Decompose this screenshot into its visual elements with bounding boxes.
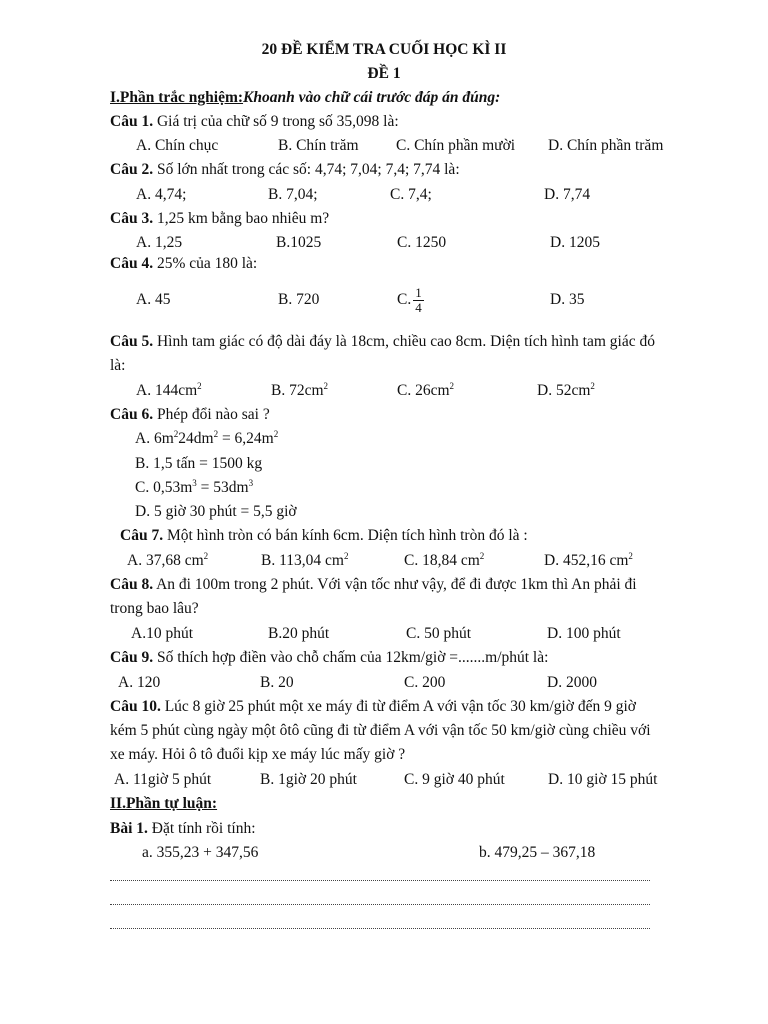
superscript: 2 [323,381,329,391]
q10-option-d[interactable]: D. 10 giờ 15 phút [548,771,658,788]
q9-option-d[interactable]: D. 2000 [547,674,597,691]
question-text: Số thích hợp điền vào chỗ chấm của 12km/giờ =.......m/phút là: [153,649,549,666]
superscript: 2 [628,551,633,561]
option-text: B. 72cm [271,382,324,399]
question-5-cont: là: [110,357,126,374]
q1-option-a[interactable]: A. Chín chục [136,137,219,154]
q2-option-a[interactable]: A. 4,74; [136,186,187,203]
q5-option-c[interactable] [397,381,454,401]
superscript: 2 [173,429,179,439]
question-text: 1,25 km bằng bao nhiêu m? [153,210,330,227]
option-text: A. 6m [135,430,174,447]
exercise-1-part-b: b. 479,25 – 367,18 [479,844,596,861]
question-text: 25% của 180 là: [153,255,258,272]
question-6 [110,405,270,425]
q10-option-c[interactable]: C. 9 giờ 40 phút [404,771,505,788]
fraction [413,286,424,315]
question-text: Lúc 8 giờ 25 phút một xe máy đi từ điểm A với vận tốc 30 km/giờ đến 9 giờ [160,698,636,715]
exam-subtitle: ĐỀ 1 [367,65,401,82]
question-5 [110,332,655,352]
q5-option-d[interactable] [537,381,595,401]
part2-heading: II.Phần tự luận: [110,795,218,812]
q6-option-b[interactable]: B. 1,5 tấn = 1500 kg [135,455,263,472]
part1-instruction: Khoanh vào chữ cái trước đáp án đúng: [243,89,501,106]
question-text: Giá trị của chữ số 9 trong số 35,098 là: [153,113,399,130]
question-label: Câu 3. [110,210,154,227]
q7-option-b[interactable] [261,551,348,571]
question-label: Câu 9. [110,649,154,666]
q2-option-d[interactable]: D. 7,74 [544,186,591,203]
q3-option-b[interactable]: B.1025 [276,234,322,251]
q6-option-c[interactable] [135,478,253,498]
superscript: 2 [343,551,349,561]
option-text: 24dm [178,430,214,447]
question-10-cont-1: kém 5 phút cùng ngày một ôtô cũng đi từ điểm A với vận tốc 50 km/giờ cùng chiều với [110,722,651,739]
exercise-1-part-a: a. 355,23 + 347,56 [142,844,259,861]
superscript: 2 [479,551,485,561]
part1-heading [110,88,500,108]
question-9 [110,648,548,668]
answer-line-3[interactable] [110,928,650,929]
option-text: A. 144cm [136,382,198,399]
q1-option-c[interactable]: C. Chín phần mười [396,137,516,154]
question-3 [110,209,329,229]
exercise-text: Đặt tính rồi tính: [147,820,256,837]
q9-option-a[interactable]: A. 120 [118,674,161,691]
question-8 [110,575,637,595]
q3-option-d[interactable]: D. 1205 [550,234,600,251]
exercise-label: Bài 1. [110,820,148,837]
question-1 [110,112,399,132]
superscript: 3 [248,478,254,488]
question-4 [110,254,257,274]
q4-option-b[interactable]: B. 720 [278,291,320,308]
answer-line-1[interactable] [110,880,650,881]
option-text: C. 0,53m [135,479,193,496]
q1-option-d[interactable]: D. Chín phần trăm [548,137,664,154]
q9-option-c[interactable]: C. 200 [404,674,446,691]
option-text: A. 37,68 cm [127,552,204,569]
q2-option-c[interactable]: C. 7,4; [390,186,432,203]
q8-option-b[interactable]: B.20 phút [268,625,330,642]
q6-option-d[interactable]: D. 5 giờ 30 phút = 5,5 giờ [135,503,297,520]
q8-option-d[interactable]: D. 100 phút [547,625,621,642]
q3-option-c[interactable]: C. 1250 [397,234,447,251]
q7-option-c[interactable] [404,551,484,571]
option-text: D. 452,16 cm [544,552,629,569]
option-text: = 53dm [196,479,249,496]
answer-line-2[interactable] [110,904,650,905]
question-text: Hình tam giác có độ dài đáy là 18cm, chiều cao 8cm. Diện tích hình tam giác đó [153,333,655,350]
superscript: 2 [590,381,595,391]
q8-option-a[interactable]: A.10 phút [131,625,193,642]
question-10 [110,697,636,717]
q2-option-b[interactable]: B. 7,04; [268,186,318,203]
part1-title: I.Phần trắc nghiệm: [110,89,244,106]
exercise-1 [110,819,256,839]
option-letter: C. [397,291,412,308]
q7-option-a[interactable] [127,551,208,571]
question-10-cont-2: xe máy. Hỏi ô tô đuổi kịp xe máy lúc mấy giờ ? [110,746,406,763]
superscript: 3 [192,478,197,488]
q9-option-b[interactable]: B. 20 [260,674,294,691]
question-7 [120,526,528,546]
question-label: Câu 4. [110,255,154,272]
q4-option-d[interactable]: D. 35 [550,291,585,308]
question-label: Câu 2. [110,161,154,178]
superscript: 2 [213,429,219,439]
q8-option-c[interactable]: C. 50 phút [406,625,472,642]
superscript: 2 [273,429,279,439]
fraction-denominator: 4 [415,299,422,315]
q3-option-a[interactable]: A. 1,25 [136,234,183,251]
q10-option-b[interactable]: B. 1giờ 20 phút [260,771,357,788]
question-text: Phép đổi nào sai ? [153,406,270,423]
q6-option-a[interactable] [135,429,278,449]
question-text: Một hình tròn có bán kính 6cm. Diện tích hình tròn đó là : [163,527,528,544]
superscript: 2 [197,381,202,391]
q4-option-a[interactable]: A. 45 [136,291,171,308]
question-label: Câu 6. [110,406,154,423]
q5-option-a[interactable] [136,381,202,401]
exam-title: 20 ĐỀ KIỂM TRA CUỐI HỌC KÌ II [261,41,507,58]
q7-option-d[interactable] [544,551,633,571]
question-label: Câu 8. [110,576,154,593]
question-label: Câu 5. [110,333,154,350]
question-text: Số lớn nhất trong các số: 4,74; 7,04; 7,4; 7,74 là: [153,161,460,178]
option-text: D. 52cm [537,382,591,399]
question-8-cont: trong bao lâu? [110,600,199,617]
q1-option-b[interactable]: B. Chín trăm [278,137,359,154]
option-text: C. 26cm [397,382,450,399]
q10-option-a[interactable]: A. 11giờ 5 phút [114,771,212,788]
fraction-numerator: 1 [415,284,422,300]
question-text: An đi 100m trong 2 phút. Với vận tốc như vậy, để đi được 1km thì An phải đi [153,576,637,593]
question-label: Câu 1. [110,113,154,130]
q5-option-b[interactable] [271,381,328,401]
question-label: Câu 7. [120,527,164,544]
superscript: 2 [203,551,209,561]
question-label: Câu 10. [110,698,161,715]
q4-option-c[interactable] [397,283,424,317]
option-text: C. 18,84 cm [404,552,480,569]
superscript: 2 [449,381,455,391]
option-text: = 6,24m [218,430,274,447]
option-text: B. 113,04 cm [261,552,344,569]
question-2 [110,160,460,180]
